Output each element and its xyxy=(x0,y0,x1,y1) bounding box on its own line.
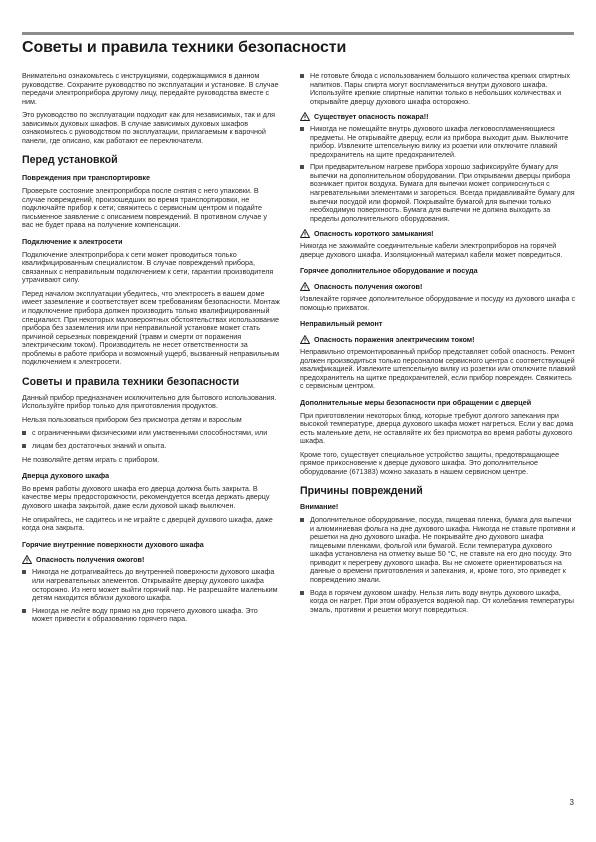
list-item: Никогда не лейте воду прямо на дно горячего духового шкафа. Это может привести к образованию горячего пара. xyxy=(22,607,280,624)
hot-surfaces-heading: Горячие внутренние поверхности духового шкафа xyxy=(22,539,204,549)
page-number: 3 xyxy=(569,798,574,807)
right-column xyxy=(300,72,576,619)
warning-triangle-icon xyxy=(300,335,310,344)
damage-list xyxy=(300,516,576,614)
before-install-heading: Перед установкой xyxy=(22,154,118,167)
repair-heading: Неправильный ремонт xyxy=(300,319,383,329)
door-extra-text-1: При приготовлении некоторых блюд, которые требуют долгого запекания при высокой температуре, дверца духового шкафа может нагреться. Если у вас дома есть маленькие дети, не оставляйте их без присмотра во время работы духового шкафа. xyxy=(300,410,574,446)
list-item: При предварительном нагреве прибора хорошо зафиксируйте бумагу для выпечки на дополнительном оборудовании. При открывании дверцы прибора возникает приток воздуха. Бумага для выпечки может соприкоснуться с нагревательными элементами и загореться. Всегда придавливайте бумагу для выпечки посудой или формой. Покрывайте бумагой для выпечки только необходимую поверхность. Бумага для выпечки не должна выходить за пределы дополнительного оборудования. xyxy=(300,163,576,223)
list-item: Никогда не дотрагивайтесь до внутренней поверхности духового шкафа или нагревательных элементов. Открывайте дверцу духового шкафа осторожно. Из него может выйти горячий пар. Не разрешайте маленьким детям находится вблизи духового шкафа. xyxy=(22,568,280,602)
hot-accessories-text: Извлекайте горячее дополнительное оборудование и посуду из духового шкафа с помощью прихваток. xyxy=(300,294,576,312)
door-text-1: Во время работы духового шкафа его дверца должна быть закрыта. В качестве меры предосторожности, рекомендуется всегда держать дверцу духового шкафа закрытой, даже если духовой шкаф выключен. xyxy=(22,483,270,510)
intro-paragraph-1: Внимательно ознакомьтесь с инструкциями, содержащимися в данном руководстве. Сохраните руководство по эксплуатации и установке. В случае передачи электроприбора другому лицу, передайте руководства вместе с ним. xyxy=(22,71,279,106)
electric-shock-warning: Опасность поражения электрическим током! xyxy=(300,335,576,344)
hot-surfaces-list xyxy=(22,568,280,623)
warning-triangle-icon xyxy=(22,555,32,564)
door-text-2: Не опирайтесь, не садитесь и не играйте с дверцей духового шкафа, даже когда она закрыта. xyxy=(22,514,273,533)
list-item: Не готовьте блюда с использованием большого количества крепких спиртных напитков. Пары спирта могут воспламениться внутри духового шкафа. Используйте крепкие спиртные напитки только в небольших количествах и открывайте дверцу духового шкафа осторожно. xyxy=(300,72,576,106)
short-circuit-text: Никогда не зажимайте соединительные кабели электроприборов на горячей дверце духового шкафа. Изоляционный материал кабели может повредиться. xyxy=(300,241,563,259)
title-rule xyxy=(22,32,574,35)
door-heading: Дверца духового шкафа xyxy=(22,471,110,481)
bullet-icon xyxy=(300,74,304,78)
intro-paragraph-2: Это руководство по эксплуатации подходит как для независимых, так и для зависимых духовых шкафов. В случае зависимых духовых шкафов ознакомьтесь с руководством по эксплуатации, прилагаемым к варочной панели, где описано, как работают ее переключатели. xyxy=(22,110,276,145)
electric-heading: Подключение к электросети xyxy=(22,236,123,246)
accessories-burn-warning: Опасность получения ожогов! xyxy=(300,282,576,291)
bullet-icon xyxy=(300,518,304,522)
list-item: Вода в горячем духовом шкафу. Нельзя лить воду внутрь духового шкафа, когда он нагрет. При этом образуется водяной пар. От колебания температуры эмаль, противни и решетки могут повредиться. xyxy=(300,589,576,615)
transport-text: Проверьте состояние электроприбора после снятия с него упаковки. В случае повреждений, произошедших во время транспортировки, не подключайте прибор к сети; свяжитесь с сервисным центром и подайте письменное заявление с описанием повреждений. В противном случае у вас не будет права на получение компенсации. xyxy=(22,186,268,230)
hot-accessories-heading: Горячее дополнительное оборудование и посуда xyxy=(300,266,478,276)
fire-list xyxy=(300,125,576,223)
door-extra-text-2: Кроме того, существует специальное устройство защиты, предотвращающее прямое прикосновение к дверце духового шкафа. Это дополнительное оборудование (671383) можно заказать в нашем сервисном центре. xyxy=(300,449,560,476)
safety-after-text: Не позволяйте детям играть с прибором. xyxy=(22,454,160,464)
safety-text-1: Данный прибор предназначен исключительно для бытового использования. Используйте прибор только для приготовления продуктов. xyxy=(22,392,277,411)
list-item: с ограниченными физическими или умственными способностями, или xyxy=(22,429,280,438)
warning-triangle-icon xyxy=(300,112,310,121)
bullet-icon xyxy=(300,127,304,131)
left-column xyxy=(22,72,280,629)
door-extra-heading: Дополнительные меры безопасности при обращении с дверцей xyxy=(300,397,532,407)
electric-text-2: Перед началом эксплуатации убедитесь, что электросеть в вашем доме имеет заземление и соответствует всем требованиям безопасности. Монтаж и подключение прибора должен производить только квалифицированный специалист. При некоторых маловероятных обстоятельствах использование прибора без заземления или при неправильной установке может стать причиной серьезных повреждений (травм и смерти от поражения электрическим током). Производитель не несет ответственности за проблемы в работе прибора и возможный ущерб, вызванный неправильным подключением к электросети. xyxy=(22,288,280,367)
electric-text-1: Подключение электроприбора к сети может проводиться только квалифицированным специалистом. В случае повреждений прибора, связанных с неправильным подключением к сети, гарантии производителя утрачивают силу. xyxy=(22,249,274,285)
safety-text-2: Нельзя пользоваться прибором без присмотра детям и взрослым xyxy=(22,414,242,424)
damage-attention: Внимание! xyxy=(300,502,339,512)
short-circuit-warning: Опасность короткого замыкания! xyxy=(300,229,576,238)
safety-heading: Советы и правила техники безопасности xyxy=(22,375,240,388)
warning-triangle-icon xyxy=(300,229,310,238)
list-item: Никогда не помещайте внутрь духового шкафа легковоспламеняющиеся предметы. Не открывайте дверцу, если из прибора выходит дым. Выключите прибор. Извлеките штепсельную вилку из розетки или отключите плавкий предохранитель на щите предохранителей. xyxy=(300,125,576,159)
bullet-icon xyxy=(22,570,26,574)
repair-text: Неправильно отремонтированный прибор представляет собой опасность. Ремонт должен производиться только персоналом сервисного центра с соответствующей квалификацией. Извлеките штепсельную вилку из розетки или отключите плавкий предохранитель на щитке предохранителей, если прибор поврежден. Свяжитесь с сервисным центром. xyxy=(300,346,576,391)
transport-heading: Повреждения при транспортировке xyxy=(22,173,151,183)
bullet-icon xyxy=(22,431,26,435)
bullet-icon xyxy=(22,609,26,613)
bullet-icon xyxy=(22,444,26,448)
safety-list xyxy=(22,429,280,450)
burn-warning: Опасность получения ожогов! xyxy=(22,555,280,564)
fire-warning: Существует опасность пожара!! xyxy=(300,112,576,121)
bullet-icon xyxy=(300,591,304,595)
list-item: Дополнительное оборудование, посуда, пищевая пленка, бумага для выпечки и алюминиевая фольга на дне духового шкафа. Никогда не ставьте противни и решетки на дно духового шкафа. Не покрывайте дно духового шкафа пищевыми пленками, фольгой или бумагой. Если температура духового шкафа установлена на отметку выше 50 °C, не ставьте на его дно посуду. Это приводит к перегреву духового шкафа. Вы не сможете ориентироваться на данные о времени приготовления и запекания, и, кроме того, это приведет к повреждению эмали. xyxy=(300,516,576,584)
warning-triangle-icon xyxy=(300,282,310,291)
alcohol-list xyxy=(300,72,576,106)
list-item: лицам без достаточных знаний и опыта. xyxy=(22,442,280,451)
damage-heading: Причины повреждений xyxy=(300,485,423,498)
page-title: Советы и правила техники безопасности xyxy=(22,39,347,56)
bullet-icon xyxy=(300,165,304,169)
